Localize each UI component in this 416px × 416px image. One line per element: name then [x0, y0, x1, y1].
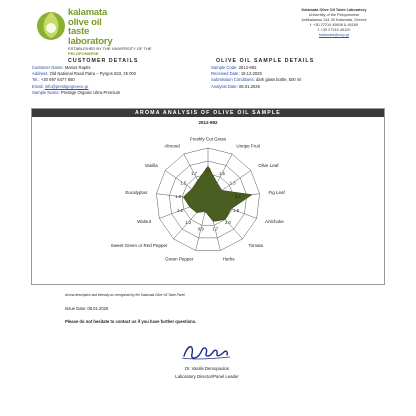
customer-field: Sample Name: Prestige Organic Ultra-Premium	[32, 89, 121, 95]
category-label: Eucalyptus	[125, 190, 148, 196]
data-value-label: 3.4	[234, 193, 241, 199]
customer-details	[32, 65, 192, 96]
sample-details-title: OLIVE OIL SAMPLE DETAILS	[216, 58, 315, 64]
customer-field: Email: info@prestigegreece.gr	[32, 83, 89, 89]
logo-line-3: taste	[68, 26, 90, 37]
category-label: Unripe Fruit	[236, 143, 260, 149]
data-value-label: 1.5	[219, 170, 225, 176]
data-value-label: 1.3	[185, 219, 192, 225]
category-label: Sweet Green or Red Pepper	[110, 243, 168, 249]
chart-title: AROMA ANALYSIS OF OLIVE OIL SAMPLE	[32, 109, 384, 117]
sample-field: Submission Conditions: dark glass bottle, 500 ml	[211, 77, 302, 83]
customer-field: Customer Name: Marios Raptis	[32, 65, 91, 70]
data-value-label: 1.5	[177, 208, 183, 214]
lab-address-block	[279, 8, 389, 38]
data-value-label: 1.7	[212, 226, 219, 232]
data-value-label: 1.9	[233, 208, 239, 214]
category-label: Freshly Cut Grass	[189, 136, 227, 142]
customer-email-link[interactable]: info@prestigegreece.gr	[44, 83, 89, 89]
signer-block	[130, 365, 284, 381]
lab-logo	[35, 6, 170, 56]
data-value-label: 1.7	[191, 170, 197, 176]
category-label: Artichoke	[265, 219, 284, 225]
issue-date: Issue Date: 08.01.2026	[65, 306, 109, 311]
data-value-label: 2.6	[205, 167, 211, 173]
customer-details-title: CUSTOMER DETAILS	[68, 58, 139, 64]
lab-street: Antikalamou 241 00 Kalamata, Greece	[301, 18, 367, 22]
aroma-footnote: Aroma descriptors and intensity as recognised by the Kalamata Olive Oil Taste Panel	[65, 293, 185, 297]
chart-subtitle: 2512-992	[198, 120, 218, 125]
signer-name: Dr. Vasilis Demopoulos	[184, 366, 230, 371]
data-value-label: 1.5	[180, 180, 187, 186]
customer-field: Tel.: +30 697 6477 650	[32, 77, 75, 83]
data-value-label: 0.9	[197, 226, 204, 232]
category-label: Vanilla	[144, 162, 158, 168]
category-label: Olive Leaf	[258, 162, 279, 168]
signer-role: Laboratory Director/Panel Leader	[175, 374, 239, 379]
lab-fax: f. +30 27210 45120	[317, 28, 351, 32]
category-label: Tomato	[248, 243, 264, 249]
sample-field: Received Date: 19.12.2025	[211, 71, 262, 77]
logo-tagline-1: ESTABLISHED BY THE UNIVERSITY OF THE	[68, 46, 152, 51]
category-label: Almond	[164, 143, 180, 149]
lab-university: University of the Peloponnese	[308, 13, 360, 17]
sample-field: Sample Code: 2512-992	[211, 65, 257, 70]
category-label: Herbs	[222, 256, 235, 262]
lab-phone: t. +30 27210 45606 & 45169	[309, 23, 359, 27]
signature-image	[180, 340, 232, 362]
aroma-chart-panel	[31, 108, 385, 285]
lab-email-link[interactable]: kalamata@uop.gr	[318, 33, 350, 37]
category-label: Fig Leaf	[268, 190, 285, 196]
data-value-label: 1.9	[175, 193, 182, 199]
data-value-label: 1.3	[229, 180, 236, 186]
category-label: Walnut	[137, 219, 151, 225]
data-value-label: 2.0	[224, 219, 231, 225]
logo-line-2: olive oil	[68, 16, 102, 28]
sample-details	[211, 65, 361, 90]
customer-field: Address: Old National Road Patra – Pyrgos 633, 25 002	[32, 71, 137, 77]
logo-line-1: kalamata	[68, 7, 108, 18]
logo-tagline-2: PELOPONNESE	[68, 51, 99, 56]
olive-drop-icon	[35, 8, 67, 42]
contact-note: Please do not hesitate to contact us if you have further questions.	[65, 319, 197, 324]
category-label: Green Pepper	[165, 256, 194, 262]
sample-field: Analysis Date: 08.01.2026	[211, 83, 260, 89]
aroma-radar-chart	[32, 109, 384, 284]
lab-name: Kalamata Olive Oil Taste Laboratory	[301, 8, 367, 12]
logo-line-4: laboratory	[68, 35, 113, 47]
